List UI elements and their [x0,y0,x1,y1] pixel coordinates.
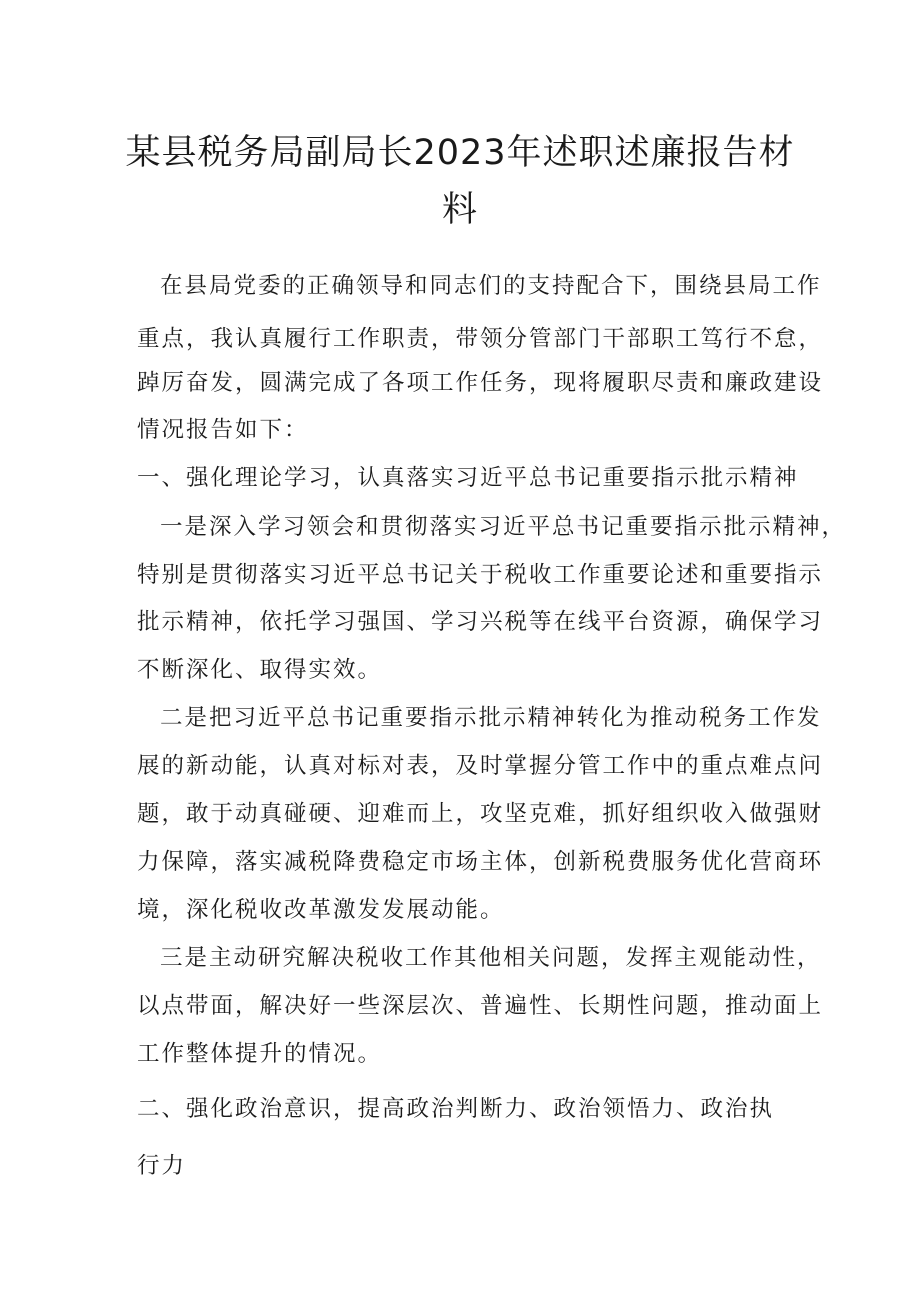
section-heading: 二、强化政治意识，提高政治判断力、政治领悟力、政治执 [137,1096,775,1122]
paragraph-line: 展的新动能，认真对标对表，及时掌握分管工作中的重点难点问 [137,753,824,779]
paragraph-line: 情况报告如下： [137,417,309,443]
paragraph-line: 三是主动研究解决税收工作其他相关问题，发挥主观能动性， [160,945,822,971]
paragraph-line: 不断深化、取得实效。 [137,657,383,683]
paragraph-line: 二是把习近平总书记重要指示批示精神转化为推动税务工作发 [160,705,822,731]
paragraph-line: 特别是贯彻落实习近平总书记关于税收工作重要论述和重要指示 [137,562,824,588]
paragraph-line: 踔厉奋发，圆满完成了各项工作任务，现将履职尽责和廉政建设 [137,370,824,396]
paragraph-line: 批示精神，依托学习强国、学习兴税等在线平台资源，确保学习 [137,609,824,635]
paragraph-line: 一是深入学习领会和贯彻落实习近平总书记重要指示批示精神， [160,514,847,540]
section-heading: 一、强化理论学习，认真落实习近平总书记重要指示批示精神 [137,465,799,491]
paragraph-line: 工作整体提升的情况。 [137,1041,383,1067]
paragraph-line: 题，敢于动真碰硬、迎难而上，攻坚克难，抓好组织收入做强财 [137,801,824,827]
paragraph-line: 重点，我认真履行工作职责，带领分管部门干部职工笃行不怠， [137,326,824,352]
paragraph-line: 境，深化税收改革激发发展动能。 [137,897,505,923]
paragraph-line: 在县局党委的正确领导和同志们的支持配合下，围绕县局工作 [160,273,822,299]
paragraph-line: 力保障，落实减税降费稳定市场主体，创新税费服务优化营商环 [137,849,824,875]
paragraph-line: 以点带面，解决好一些深层次、普遍性、长期性问题，推动面上 [137,993,824,1019]
document-title-line-2: 料 [441,190,478,230]
section-heading-continued: 行力 [137,1153,187,1179]
document-title-line-1: 某县税务局副局长2023年述职述廉报告材 [125,133,795,173]
